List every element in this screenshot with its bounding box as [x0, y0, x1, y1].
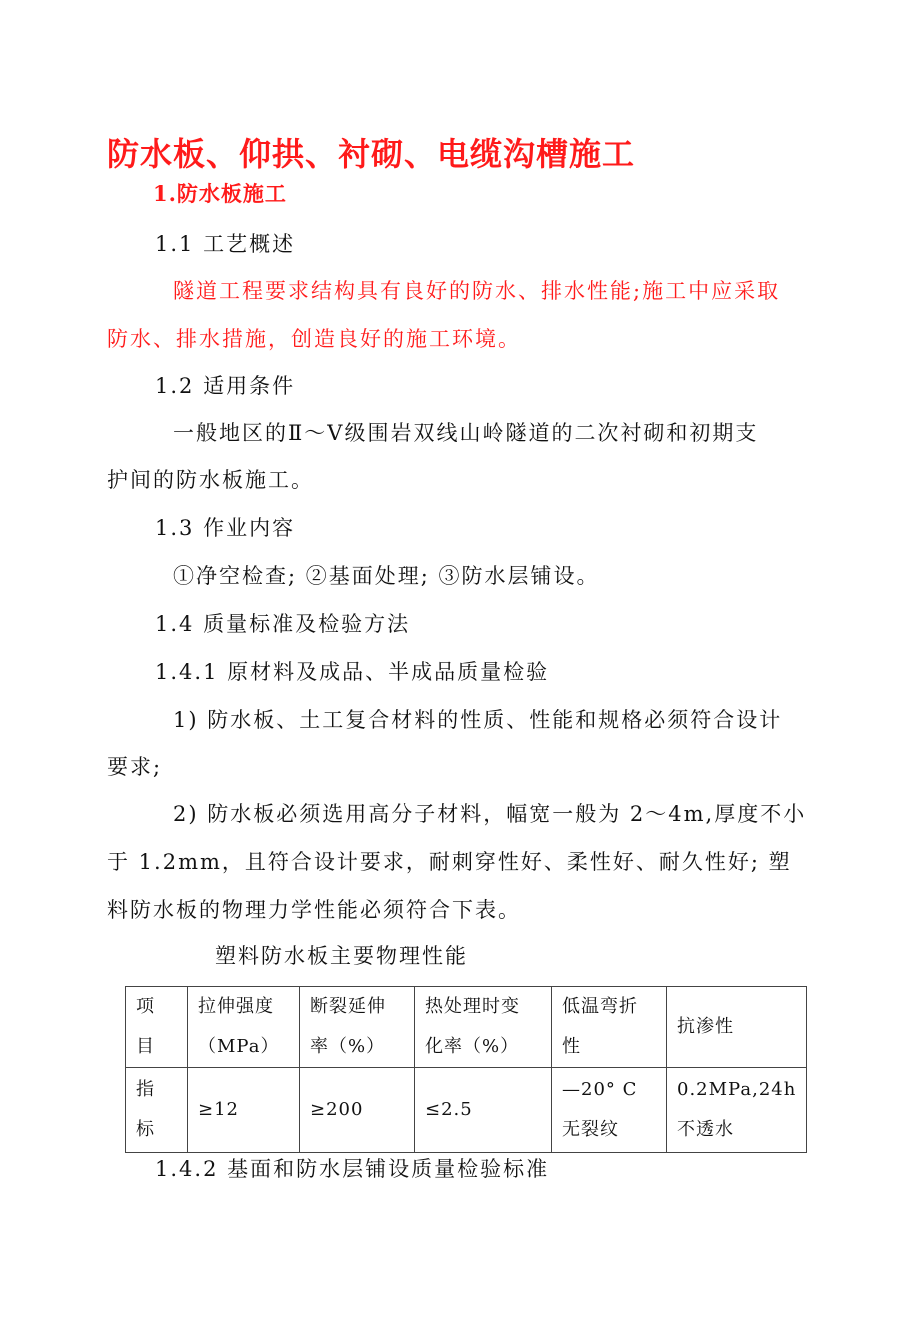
table-cell: ≥12	[188, 1068, 300, 1153]
paragraph-1-1-line-1: 隧道工程要求结构具有良好的防水、排水性能;施工中应采取	[173, 279, 781, 303]
list-item-2-line-3: 料防水板的物理力学性能必须符合下表。	[107, 898, 521, 922]
properties-table	[125, 986, 807, 1153]
list-item-2-line-1: 2) 防水板必须选用高分子材料，幅宽一般为 2～4m,厚度不小	[173, 802, 807, 826]
paragraph-1-2-line-1: 一般地区的Ⅱ～Ⅴ级围岩双线山岭隧道的二次衬砌和初期支	[173, 421, 759, 445]
table-cell: 0.2MPa,24h 不透水	[667, 1068, 807, 1153]
heading-1-2: 1.2 适用条件	[155, 374, 296, 398]
paragraph-1-3: ①净空检查; ②基面处理; ③防水层铺设。	[173, 564, 600, 588]
paragraph-1-2-line-2: 护间的防水板施工。	[107, 468, 314, 492]
table-cell: —20° C 无裂纹	[552, 1068, 667, 1153]
table-caption: 塑料防水板主要物理性能	[215, 944, 468, 968]
list-item-1-line-2: 要求;	[107, 755, 163, 779]
table-header-row	[126, 987, 807, 1068]
table-row	[126, 1068, 807, 1153]
heading-1-1: 1.1 工艺概述	[155, 232, 296, 256]
table-cell: ≥200	[300, 1068, 415, 1153]
table-cell: 指 标	[126, 1068, 188, 1153]
table-header-cell: 抗渗性	[667, 987, 807, 1068]
list-item-2-line-2: 于 1.2mm，且符合设计要求，耐刺穿性好、柔性好、耐久性好; 塑	[107, 850, 792, 874]
list-item-1-line-1: 1) 防水板、土工复合材料的性质、性能和规格必须符合设计	[173, 708, 783, 732]
heading-1-3: 1.3 作业内容	[155, 516, 296, 540]
heading-1-4-1: 1.4.1 原材料及成品、半成品质量检验	[155, 660, 550, 684]
table-header-cell: 断裂延伸 率（%）	[300, 987, 415, 1068]
table-header-cell: 拉伸强度 （MPa）	[188, 987, 300, 1068]
paragraph-1-1-line-2: 防水、排水措施，创造良好的施工环境。	[107, 327, 521, 351]
section-heading-1: 1.防水板施工	[153, 181, 287, 206]
document-title: 防水板、仰拱、衬砌、电缆沟槽施工	[107, 135, 636, 173]
table-header-cell: 项 目	[126, 987, 188, 1068]
heading-1-4: 1.4 质量标准及检验方法	[155, 612, 411, 636]
table-header-cell: 热处理时变 化率（%）	[415, 987, 552, 1068]
table-header-cell: 低温弯折 性	[552, 987, 667, 1068]
table-cell: ≤2.5	[415, 1068, 552, 1153]
heading-1-4-2: 1.4.2 基面和防水层铺设质量检验标准	[155, 1157, 550, 1181]
